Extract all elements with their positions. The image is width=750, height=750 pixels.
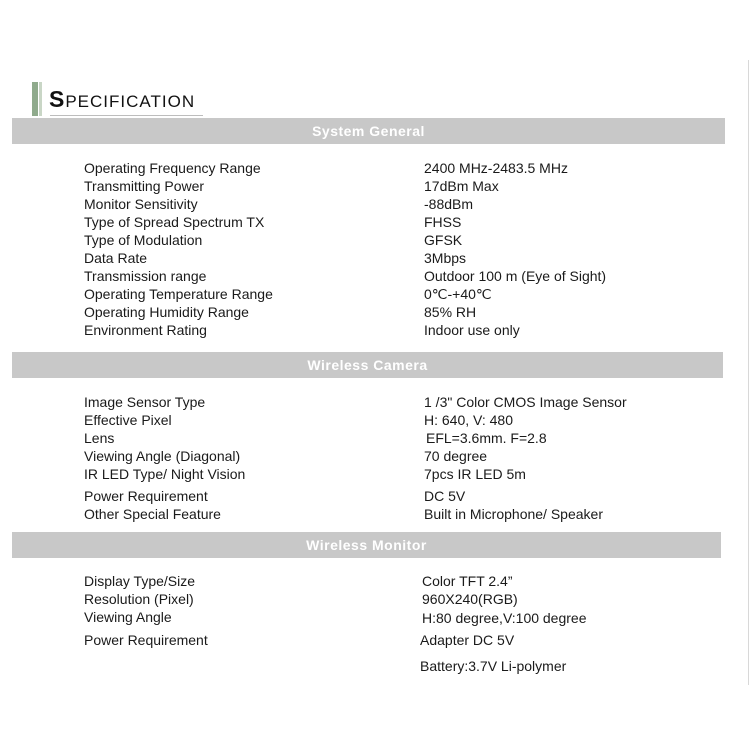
spec-value: -88dBm — [424, 196, 474, 212]
spec-label: Transmitting Power — [84, 178, 205, 194]
spec-label: Type of Modulation — [84, 232, 203, 248]
spec-label: Display Type/Size — [84, 573, 196, 589]
spec-value: 960X240(RGB) — [422, 591, 518, 607]
spec-label: Other Special Feature — [84, 506, 221, 522]
right-divider — [748, 60, 749, 685]
spec-value: 17dBm Max — [424, 178, 499, 194]
spec-label: Transmission range — [84, 268, 207, 284]
title-initial: S — [49, 86, 66, 112]
spec-value: H: 640, V: 480 — [424, 412, 513, 428]
spec-label: Operating Humidity Range — [84, 304, 249, 320]
section-header-system-general: System General — [12, 118, 725, 144]
spec-value: DC 5V — [424, 488, 466, 504]
spec-label: Power Requirement — [84, 632, 208, 648]
section-header-wireless-monitor: Wireless Monitor — [12, 532, 721, 558]
spec-value: EFL=3.6mm. F=2.8 — [426, 430, 547, 446]
spec-value: 3Mbps — [424, 250, 467, 266]
spec-label: Data Rate — [84, 250, 148, 266]
spec-label: Monitor Sensitivity — [84, 196, 198, 212]
spec-label: Viewing Angle (Diagonal) — [84, 448, 241, 464]
spec-label: Image Sensor Type — [84, 394, 206, 410]
title-underline — [50, 115, 203, 116]
spec-value: 0℃-+40℃ — [424, 286, 492, 302]
spec-value: FHSS — [424, 214, 462, 230]
spec-label: Resolution (Pixel) — [84, 591, 194, 607]
spec-label: Type of Spread Spectrum TX — [84, 214, 265, 230]
title-rest: PECIFICATION — [65, 92, 196, 111]
spec-value-battery: Battery:3.7V Li-polymer — [420, 658, 567, 674]
spec-value: H:80 degree,V:100 degree — [422, 610, 587, 626]
page-title — [49, 86, 195, 113]
spec-value: Color TFT 2.4” — [422, 573, 513, 589]
spec-value: 2400 MHz-2483.5 MHz — [424, 160, 568, 176]
spec-value: 85% RH — [424, 304, 477, 320]
spec-label: Viewing Angle — [84, 609, 172, 625]
spec-label: Effective Pixel — [84, 412, 172, 428]
spec-value: 70 degree — [424, 448, 488, 464]
spec-value: Indoor use only — [424, 322, 520, 338]
section-header-wireless-camera: Wireless Camera — [12, 352, 723, 378]
spec-value: Built in Microphone/ Speaker — [424, 506, 603, 522]
spec-label: Lens — [84, 430, 115, 446]
spec-value: 7pcs IR LED 5m — [424, 466, 526, 482]
spec-value: GFSK — [424, 232, 463, 248]
spec-value: 1 /3" Color CMOS Image Sensor — [424, 394, 627, 410]
spec-label: Operating Frequency Range — [84, 160, 261, 176]
spec-label: Operating Temperature Range — [84, 286, 273, 302]
spec-label: Environment Rating — [84, 322, 207, 338]
spec-value: Adapter DC 5V — [420, 632, 515, 648]
title-accent-bar-light — [39, 82, 42, 116]
title-accent-bar — [32, 82, 38, 116]
spec-label: IR LED Type/ Night Vision — [84, 466, 246, 482]
spec-label: Power Requirement — [84, 488, 208, 504]
spec-value: Outdoor 100 m (Eye of Sight) — [424, 268, 607, 284]
